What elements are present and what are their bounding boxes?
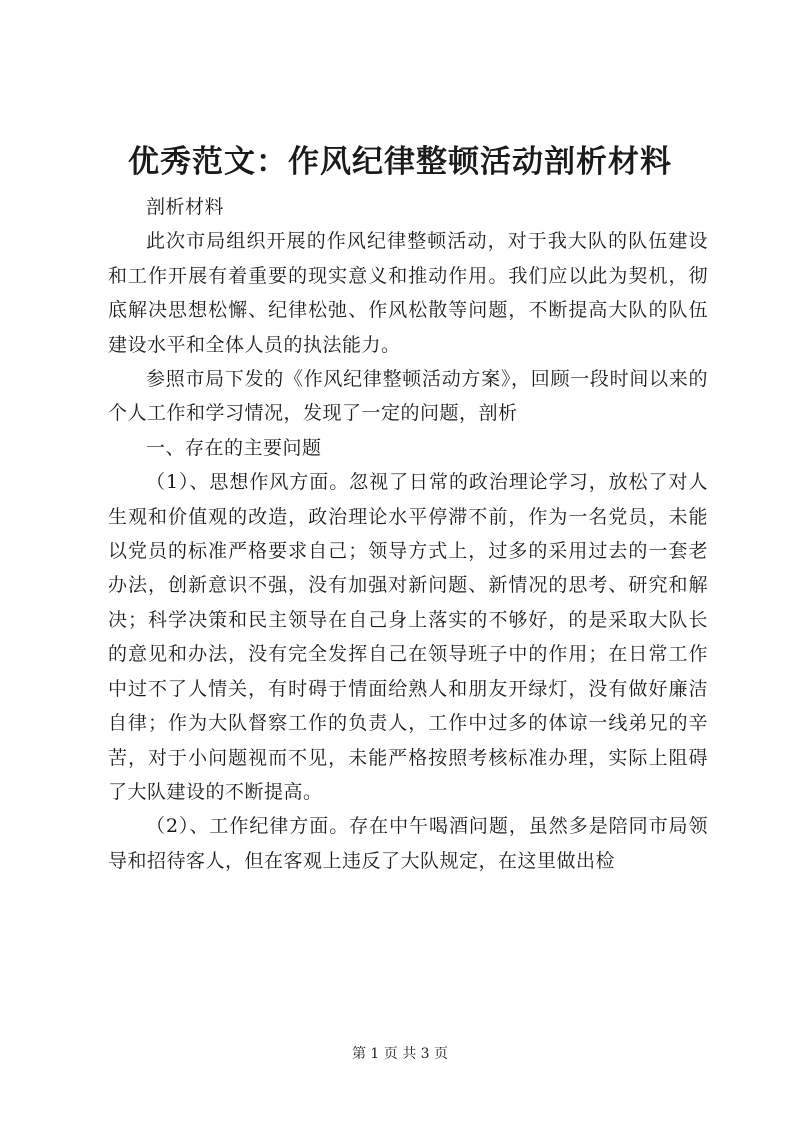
paragraph-reference: 参照市局下发的《作风纪律整顿活动方案》，回顾一段时间以来的个人工作和学习情况，发现了一定的问题，剖析 bbox=[108, 368, 708, 425]
paragraph-intro: 此次市局组织开展的作风纪律整顿活动，对于我大队的队伍建设和工作开展有着重要的现实意义和推动作用。我们应以此为契机，彻底解决思想松懈、纪律松弛、作风松散等问题，不断提高大队的队伍建设水平和全体人员的执法能力。 bbox=[108, 230, 708, 356]
paragraph-work-discipline: （2）、工作纪律方面。存在中午喝酒问题，虽然多是陪同市局领导和招待客人，但在客观上违反了大队规定，在这里做出检 bbox=[108, 815, 708, 872]
page-footer: 第 1 页 共 3 页 bbox=[351, 1046, 449, 1062]
paragraph-subtitle: 剖析材料 bbox=[146, 196, 225, 218]
document-body bbox=[108, 190, 708, 878]
document-title: 优秀范文：作风纪律整顿活动剖析材料 bbox=[128, 144, 672, 180]
section-heading-main-problems: 一、存在的主要问题 bbox=[146, 436, 322, 459]
paragraph-ideology-style: （1）、思想作风方面。忽视了日常的政治理论学习，放松了对人生观和价值观的改造，政治理论水平停滞不前，作为一名党员，未能以党员的标准严格要求自己；领导方式上，过多的采用过去的一套老办法，创新意识不强，没有加强对新问题、新情况的思考、研究和解决；科学决策和民主领导在自己身上落实的不够好，的是采取大队长的意见和办法，没有完全发挥自己在领导班子中的作用；在日常工作中过不了人情关，有时碍于情面给熟人和朋友开绿灯，没有做好廉洁自律；作为大队督察工作的负责人，工作中过多的体谅一线弟兄的辛苦，对于小问题视而不见，未能严格按照考核标准办理，实际上阻碍了大队建设的不断提高。 bbox=[108, 471, 708, 803]
